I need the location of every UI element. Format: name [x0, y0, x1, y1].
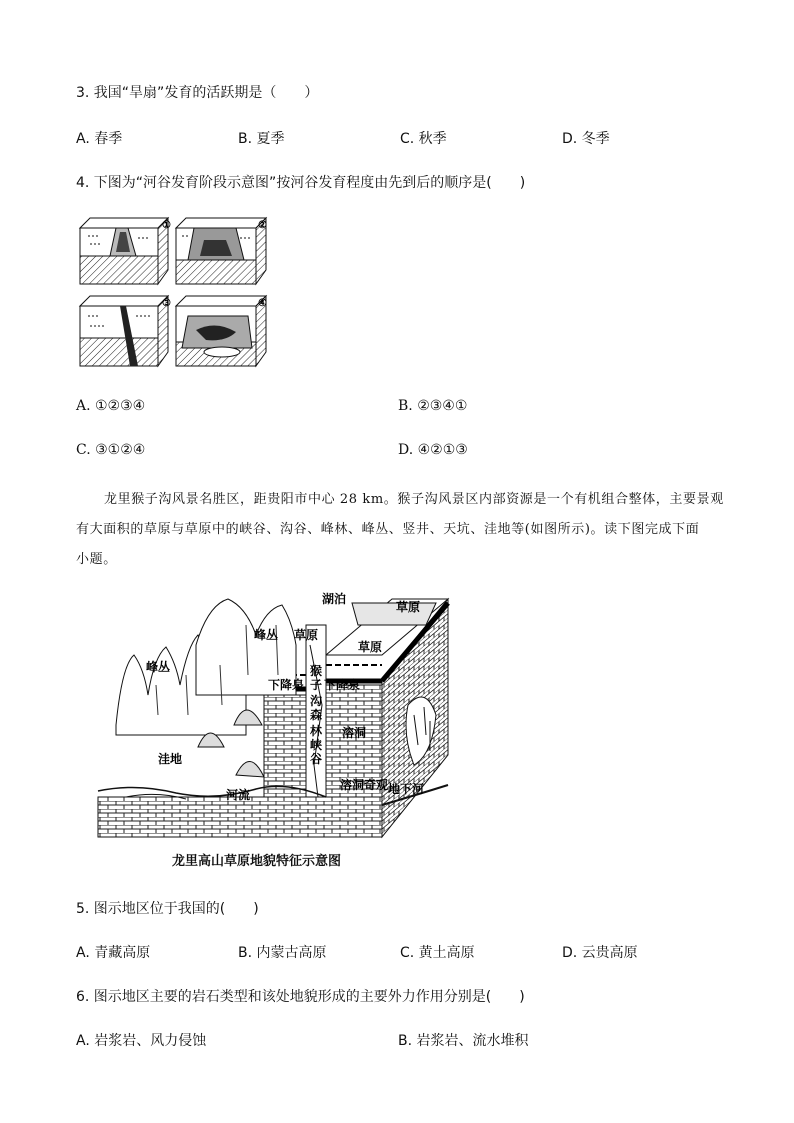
label-depression: 洼地 — [158, 752, 183, 766]
label-grassland-top: 草原 — [396, 600, 421, 614]
passage-line-3: 小题。 — [76, 552, 117, 567]
valley-block-3 — [80, 296, 168, 366]
question-6-stem: 6. 图示地区主要的岩石类型和该处地貌形成的主要外力作用分别是( ) — [76, 989, 525, 1005]
q3-option-a: A. 春季 — [76, 131, 123, 147]
label-spring-right: 下降泉 — [324, 678, 361, 692]
passage-line-2: 有大面积的草原与草原中的峡谷、沟谷、峰林、峰丛、竖井、天坑、洼地等(如图所示)。读下图完成下面 — [76, 522, 700, 537]
label-underground-river: 地下河 — [388, 782, 425, 796]
valley-marker-4: ④ — [258, 298, 267, 309]
valley-marker-3: ③ — [162, 298, 171, 309]
label-peak-cluster-1: 峰丛 — [254, 628, 279, 642]
valley-block-2 — [176, 218, 266, 284]
q5-option-b: B. 内蒙古高原 — [238, 945, 327, 961]
q4-option-b: B. ②③④① — [398, 398, 468, 414]
svg-text:子: 子 — [310, 678, 323, 692]
q5-option-d: D. 云贵高原 — [562, 945, 638, 961]
q4-option-d: D. ④②①③ — [398, 442, 468, 458]
question-4-stem: 4. 下图为“河谷发育阶段示意图”按河谷发育程度由先到后的顺序是( ) — [76, 175, 526, 191]
q3-option-b: B. 夏季 — [238, 131, 285, 147]
label-spring-left: 下降泉 — [268, 678, 305, 692]
question-3-stem: 3. 我国“旱扇”发育的活跃期是（ ） — [76, 85, 319, 101]
valley-block-4 — [176, 296, 266, 366]
figure-caption: 龙里高山草原地貌特征示意图 — [172, 854, 342, 869]
valley-marker-2: ② — [258, 220, 267, 231]
label-river: 河流 — [226, 788, 251, 802]
valley-stages-figure — [76, 212, 272, 370]
label-cave-wonder: 溶洞奇观 — [340, 778, 389, 792]
q4-option-a: A. ①②③④ — [76, 398, 146, 414]
passage-line-1: 龙里猴子沟风景名胜区，距贵阳市中心 28 km。猴子沟风景区内部资源是一个有机组合整体，主要景观 — [104, 492, 724, 507]
label-lake: 湖泊 — [322, 592, 347, 606]
karst-landform-diagram — [96, 585, 456, 843]
q3-option-d: D. 冬季 — [562, 131, 610, 147]
question-5-stem: 5. 图示地区位于我国的( ) — [76, 901, 259, 917]
valley-block-1 — [80, 218, 168, 284]
svg-text:峡: 峡 — [310, 738, 323, 752]
svg-text:林: 林 — [310, 724, 323, 738]
base-rock-front — [98, 797, 382, 837]
svg-text:谷: 谷 — [310, 752, 323, 766]
label-grassland-right: 草原 — [358, 640, 383, 654]
label-grassland-mid: 草原 — [294, 628, 319, 642]
q6-option-b: B. 岩浆岩、流水堆积 — [398, 1033, 529, 1049]
label-cave: 溶洞 — [342, 726, 367, 740]
label-peak-cluster-2: 峰丛 — [146, 660, 171, 674]
svg-text:沟: 沟 — [310, 694, 323, 708]
q5-option-c: C. 黄土高原 — [400, 945, 475, 961]
q5-option-a: A. 青藏高原 — [76, 945, 151, 961]
label-monkey-canyon — [310, 663, 323, 766]
q4-option-c: C. ③①②④ — [76, 442, 146, 458]
valley-marker-1: ① — [162, 220, 171, 231]
q6-option-a: A. 岩浆岩、风力侵蚀 — [76, 1033, 207, 1049]
q3-option-c: C. 秋季 — [400, 131, 447, 147]
svg-text:森: 森 — [310, 708, 323, 722]
svg-text:猴: 猴 — [310, 664, 323, 678]
canyon-wall-left — [264, 695, 306, 797]
